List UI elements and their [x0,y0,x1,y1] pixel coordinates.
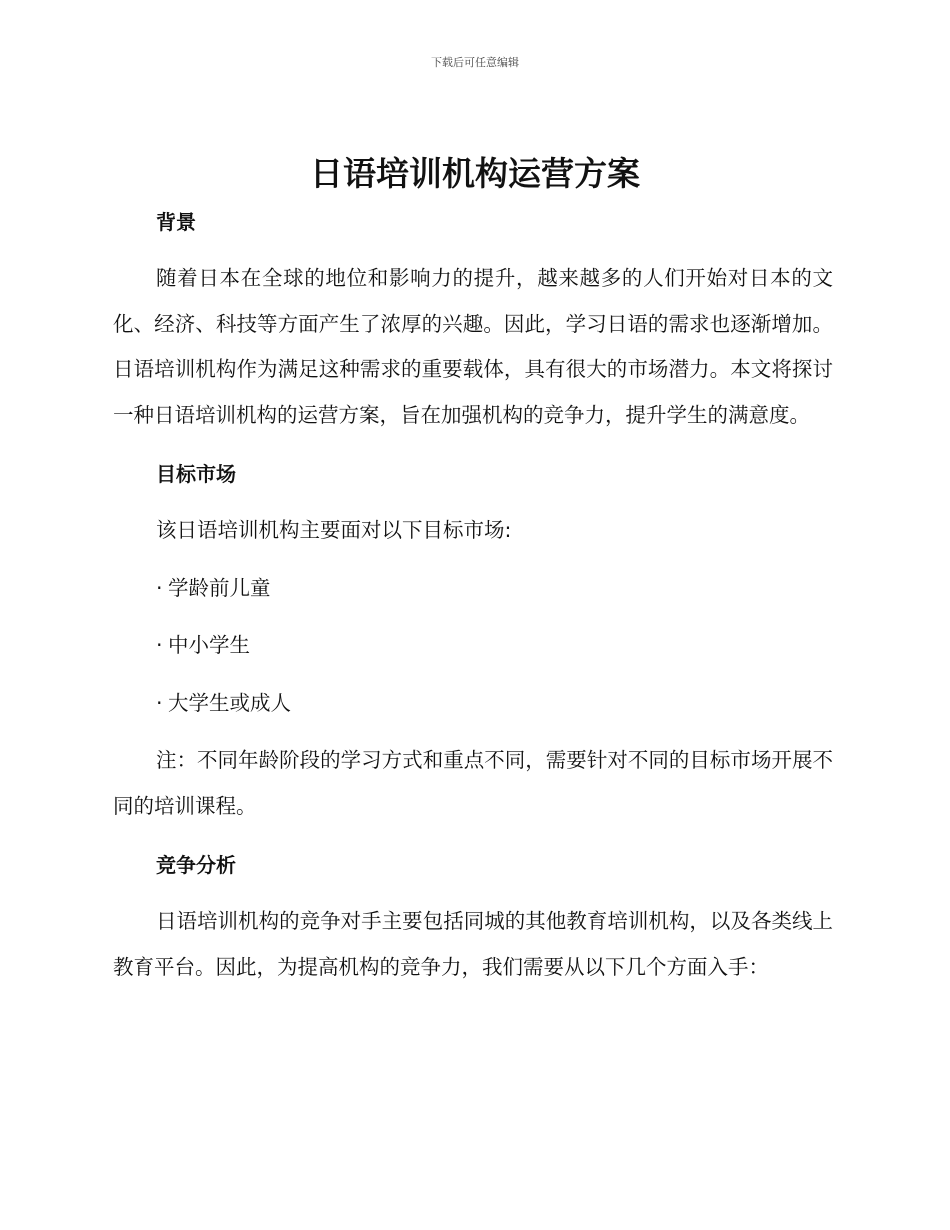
target-market-intro: 该日语培训机构主要面对以下目标市场: [156,518,512,542]
background-paragraph: 随着日本在全球的地位和影响力的提升，越来越多的人们开始对日本的文化、经济、科技等方面产生了浓厚的兴趣。因此，学习日语的需求也逐渐增加。日语培训机构作为满足这种需求的重要载体，具有很大的市场潜力。本文将探讨一种日语培训机构的运营方案，旨在加强机构的竞争力，提升学生的满意度。 [113,266,833,427]
list-item [113,681,833,727]
target-market-note: 注：不同年龄阶段的学习方式和重点不同，需要针对不同的目标市场开展不同的培训课程。 [113,748,833,818]
list-item [113,566,833,612]
section-background [113,198,833,438]
section-heading-background: 背景 [156,210,196,234]
list-item-text: 学龄前儿童 [168,575,271,600]
section-heading-target-market: 目标市场 [156,462,236,486]
document-body [113,198,833,990]
list-item [113,623,833,669]
bullet-dot: · [156,633,163,657]
bullet-dot: · [156,575,163,600]
competition-paragraph: 日语培训机构的竞争对手主要包括同城的其他教育培训机构，以及各类线上教育平台。因此，为提高机构的竞争力，我们需要从以下几个方面入手： [113,909,833,979]
section-competition [113,841,833,990]
bullet-dot: · [156,690,163,715]
page-header-note: 下载后可任意编辑 [431,56,519,69]
list-item-text: 中小学生 [168,633,250,657]
section-heading-competition: 竞争分析 [156,853,236,877]
list-item-text: 大学生或成人 [168,690,291,715]
section-target-market [113,450,833,829]
document-title: 日语培训机构运营方案 [310,154,640,193]
